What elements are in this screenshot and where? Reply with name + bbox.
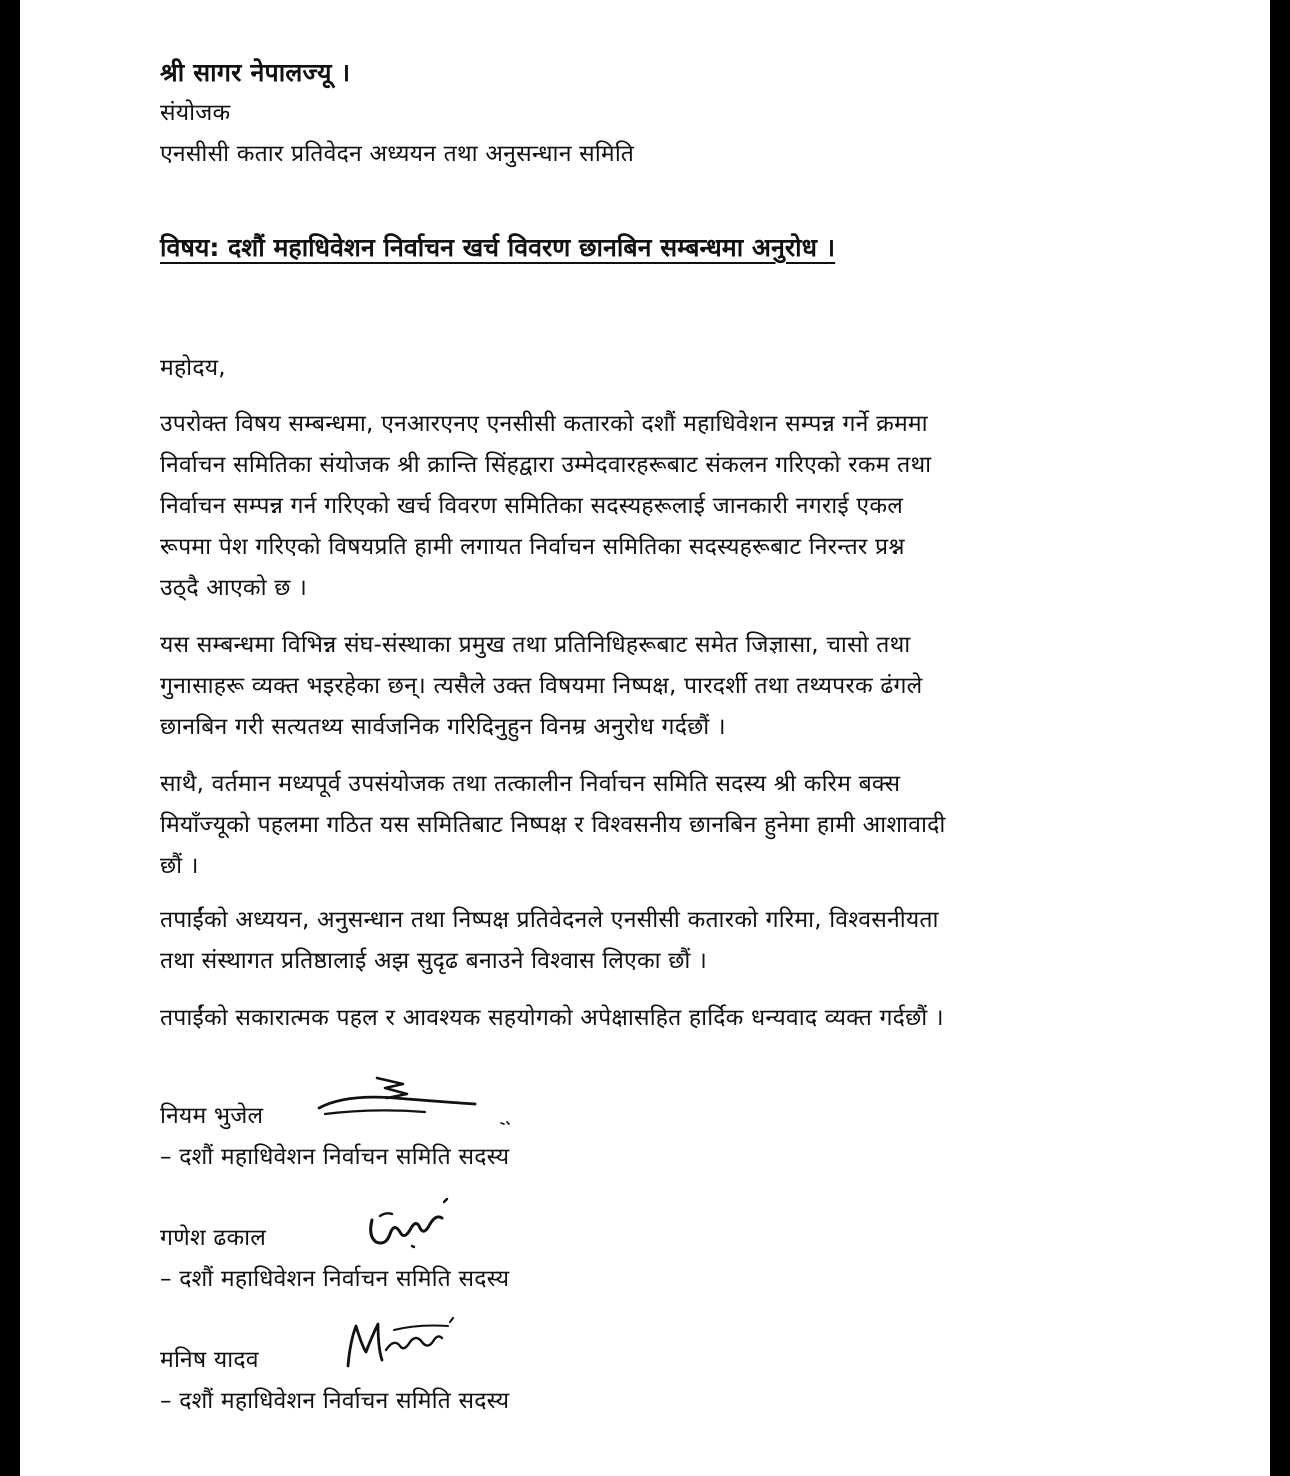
recipient-title: संयोजक: [160, 100, 231, 126]
signature-1-image: [315, 1068, 515, 1128]
salutation: महोदय,: [160, 355, 226, 381]
paragraph-line: रूपमा पेश गरिएको विषयप्रति हामी लगायत निर्वाचन समितिका सदस्यहरूबाट निरन्तर प्रश्न: [160, 534, 905, 560]
paragraph-line: तथा संस्थागत प्रतिष्ठालाई अझ सुदृढ बनाउने विश्वास लिएका छौं ।: [160, 948, 708, 974]
paragraph-line: निर्वाचन सम्पन्न गर्न गरिएको खर्च विवरण समितिका सदस्यहरूलाई जानकारी नगराई एकल: [160, 493, 904, 519]
paragraph-line: मियाँज्यूको पहलमा गठित यस समितिबाट निष्पक्ष र विश्वसनीय छानबिन हुनेमा हामी आशावादी: [160, 812, 946, 838]
paragraph-line: तपाईंको अध्ययन, अनुसन्धान तथा निष्पक्ष प्रतिवेदनले एनसीसी कतारको गरिमा, विश्वसनीयता: [160, 907, 939, 933]
paragraph-3: [160, 764, 946, 887]
paragraph-line: साथै, वर्तमान मध्यपूर्व उपसंयोजक तथा तत्कालीन निर्वाचन समिति सदस्य श्री करिम बक्स: [160, 771, 901, 797]
paragraph-line: छौं ।: [160, 853, 199, 879]
paragraph-line: गुनासाहरू व्यक्त भइरहेका छन्। त्यसैले उक्त विषयमा निष्पक्ष, पारदर्शी तथा तथ्यपरक ढंगले: [160, 673, 923, 699]
recipient-name: श्री सागर नेपालज्यू ।: [160, 58, 351, 87]
salutation-block: [160, 348, 226, 389]
signatory-name: मनिष यादव: [160, 1347, 259, 1373]
signature-2-image: [360, 1192, 470, 1252]
paragraph-line: उपरोक्त विषय सम्बन्धमा, एनआरएनए एनसीसी कतारको दशौं महाधिवेशन सम्पन्न गर्ने क्रममा: [160, 411, 928, 437]
recipient-block: [160, 52, 634, 175]
signature-3-image: [338, 1312, 468, 1372]
paragraph-1: [160, 404, 931, 609]
paragraph-line: तपाईंको सकारात्मक पहल र आवश्यक सहयोगको अपेक्षासहित हार्दिक धन्यवाद व्यक्त गर्दछौं ।: [160, 1005, 944, 1031]
signatory-role: – दशौं महाधिवेशन निर्वाचन समिति सदस्य: [160, 1388, 510, 1414]
paragraph-5: [160, 998, 944, 1039]
signatory-name: गणेश ढकाल: [160, 1225, 267, 1251]
signatory-role: – दशौं महाधिवेशन निर्वाचन समिति सदस्य: [160, 1266, 510, 1292]
subject-line: विषय: दशौं महाधिवेशन निर्वाचन खर्च विवरण छानबिन सम्बन्धमा अनुरोध ।: [160, 233, 836, 262]
recipient-committee: एनसीसी कतार प्रतिवेदन अध्ययन तथा अनुसन्धान समिति: [160, 141, 635, 167]
paragraph-2: [160, 625, 922, 748]
paragraph-line: निर्वाचन समितिका संयोजक श्री क्रान्ति सिंहद्वारा उम्मेदवारहरूबाट संकलन गरिएको रकम तथा: [160, 452, 932, 478]
paragraph-4: [160, 900, 939, 982]
paragraph-line: यस सम्बन्धमा विभिन्न संघ-संस्थाका प्रमुख तथा प्रतिनिधिहरूबाट समेत जिज्ञासा, चासो तथा: [160, 632, 911, 658]
paragraph-line: उठ्दै आएको छ ।: [160, 575, 307, 601]
letter-page: [20, 0, 1270, 1476]
signatory-name: नियम भुजेल: [160, 1103, 264, 1129]
paragraph-line: छानबिन गरी सत्यतथ्य सार्वजनिक गरिदिनुहुन विनम्र अनुरोध गर्दछौं ।: [160, 714, 726, 740]
signatory-role: – दशौं महाधिवेशन निर्वाचन समिति सदस्य: [160, 1144, 510, 1170]
